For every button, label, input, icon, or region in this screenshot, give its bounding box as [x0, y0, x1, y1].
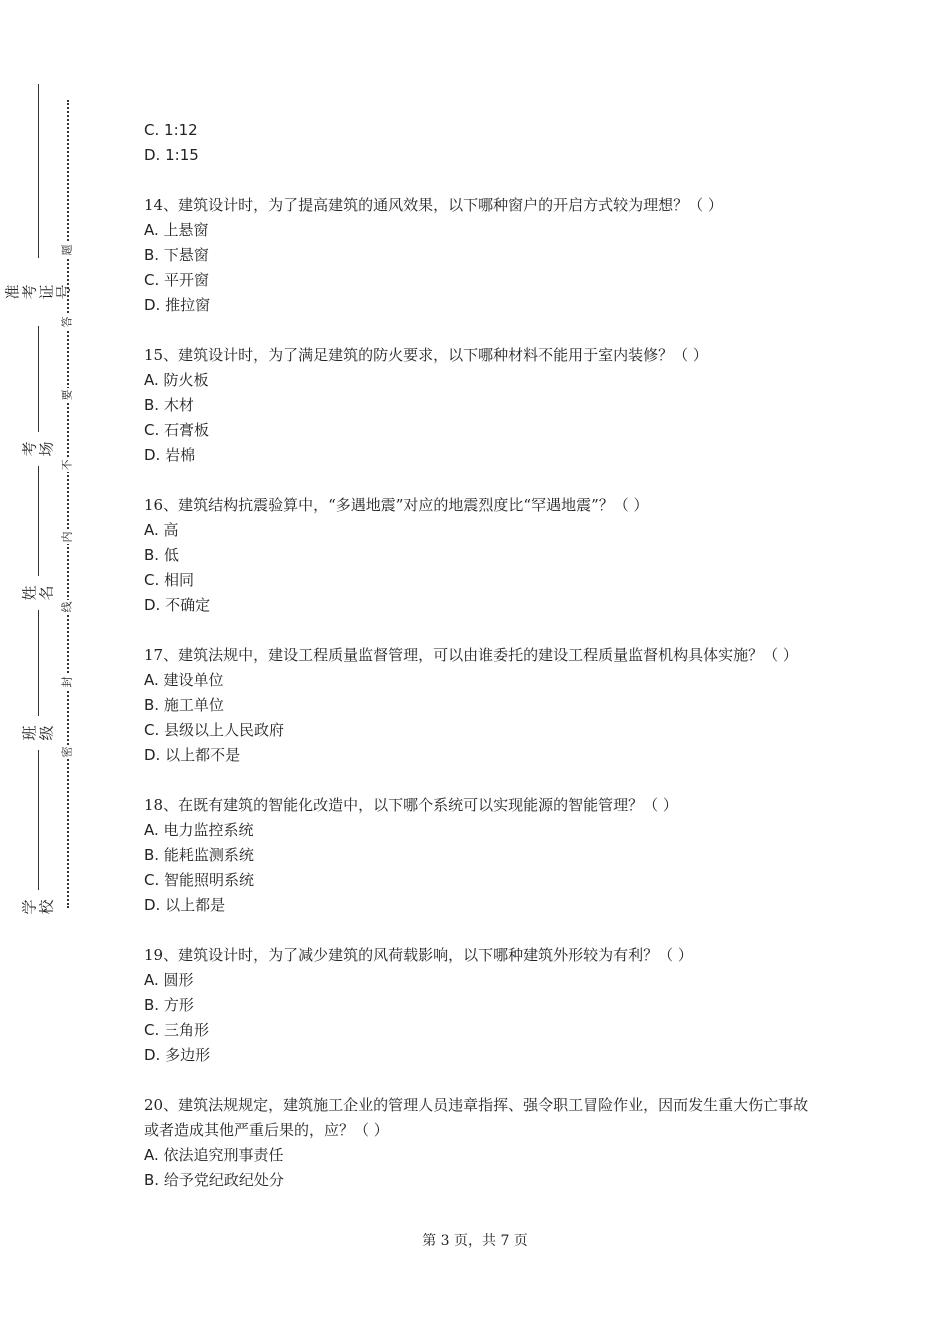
option-b: B. 低: [144, 546, 179, 564]
option-a: A. 上悬窗: [144, 221, 209, 239]
option-d: D. 推拉窗: [144, 296, 211, 314]
option-d: D. 多边形: [144, 1046, 211, 1064]
seal-char: 答: [60, 316, 74, 328]
option-d: D. 不确定: [144, 596, 211, 614]
option-a: A. 高: [144, 521, 179, 539]
name-label: 姓名: [31, 576, 46, 610]
question-17: 17、建筑法规中，建设工程质量监督管理，可以由谁委托的建设工程质量监督机构具体实施？（ ）: [144, 646, 798, 664]
option-a: A. 防火板: [144, 371, 209, 389]
exam-number-label: 准考证号: [31, 258, 46, 326]
option-a: A. 建设单位: [144, 671, 224, 689]
option-c: C. 相同: [144, 571, 195, 589]
option-a: A. 依法追究刑事责任: [144, 1146, 284, 1164]
seal-char: 封: [60, 676, 74, 688]
option-d: D. 岩棉: [144, 446, 196, 464]
option-b: B. 给予党纪政纪处分: [144, 1171, 284, 1189]
binding-line: [38, 84, 39, 922]
option-b: B. 下悬窗: [144, 246, 209, 264]
option-d: D. 以上都是: [144, 896, 226, 914]
question-19: 19、建筑设计时，为了减少建筑的风荷载影响，以下哪种建筑外形较为有利？（ ）: [144, 946, 693, 964]
question-20: 20、建筑法规规定，建筑施工企业的管理人员违章指挥、强令职工冒险作业，因而发生重大伤亡事故或者造成其他严重后果的，应？（ ）: [144, 1096, 809, 1139]
option-c: C. 石膏板: [144, 421, 210, 439]
seal-dotted-line: [67, 100, 69, 908]
seal-char: 线: [60, 601, 74, 613]
option-d: D. 1:15: [144, 146, 199, 164]
option-c: C. 智能照明系统: [144, 871, 255, 889]
seal-char: 密: [60, 746, 74, 758]
option-a: A. 电力监控系统: [144, 821, 254, 839]
seal-char: 不: [60, 459, 74, 471]
seal-char: 内: [60, 531, 74, 543]
school-label: 学校: [31, 890, 46, 924]
option-b: B. 施工单位: [144, 696, 224, 714]
question-14: 14、建筑设计时，为了提高建筑的通风效果，以下哪种窗户的开启方式较为理想？（ ）: [144, 196, 723, 214]
option-d: D. 以上都不是: [144, 746, 241, 764]
option-b: B. 能耗监测系统: [144, 846, 254, 864]
option-c: C. 1:12: [144, 121, 198, 139]
seal-char: 题: [60, 244, 74, 256]
option-b: B. 方形: [144, 996, 194, 1014]
question-15: 15、建筑设计时，为了满足建筑的防火要求，以下哪种材料不能用于室内装修？（ ）: [144, 346, 708, 364]
option-c: C. 县级以上人民政府: [144, 721, 285, 739]
exam-room-label: 考场: [31, 432, 46, 466]
class-label: 班级: [31, 716, 46, 750]
option-c: C. 三角形: [144, 1021, 210, 1039]
option-a: A. 圆形: [144, 971, 194, 989]
option-b: B. 木材: [144, 396, 194, 414]
question-list: [144, 118, 824, 1193]
seal-char: 要: [60, 389, 74, 401]
page-footer: 第 3 页，共 7 页: [422, 1233, 528, 1249]
option-c: C. 平开窗: [144, 271, 210, 289]
question-18: 18、在既有建筑的智能化改造中，以下哪个系统可以实现能源的智能管理？（ ）: [144, 796, 678, 814]
question-16: 16、建筑结构抗震验算中，“多遇地震”对应的地震烈度比“罕遇地震”？（ ）: [144, 496, 649, 514]
